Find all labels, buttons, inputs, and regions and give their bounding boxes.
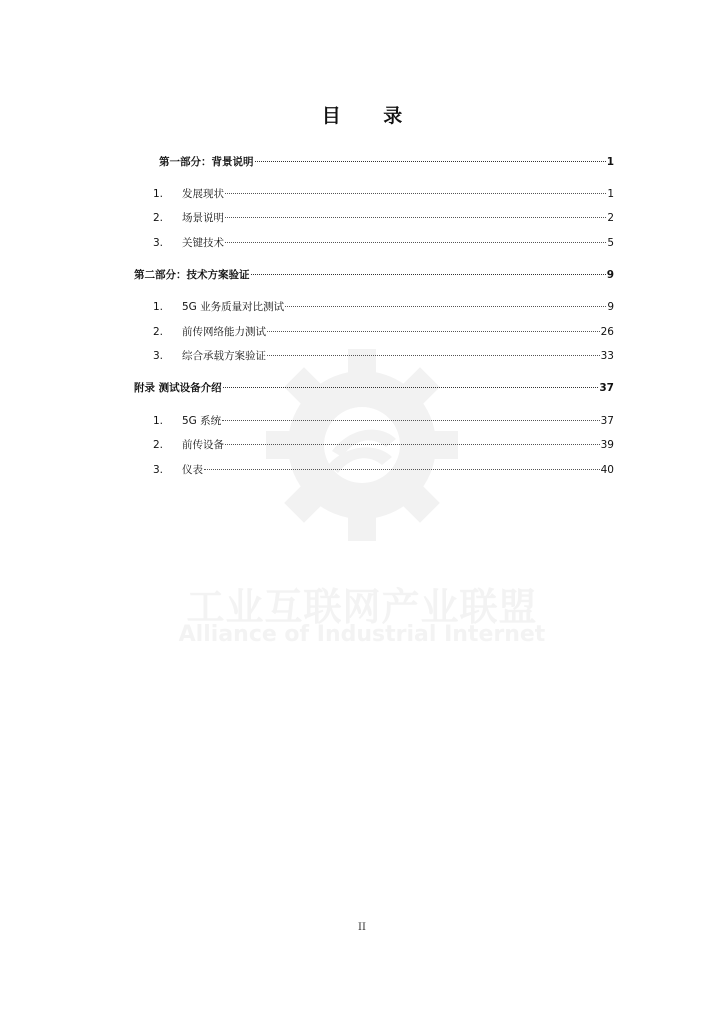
dot-leader [222,420,599,421]
toc-entry-title: 综合承载方案验证 [182,350,266,362]
toc-entry[interactable] [153,349,614,363]
toc-entry-page: 40 [600,464,614,476]
toc-entry-number: 2. [153,326,164,338]
toc-entry-title: 5G 业务质量对比测试 [182,301,285,313]
toc-entry-title: 发展现状 [182,188,224,200]
page-number: II [358,922,366,933]
toc-entry-title: 场景说明 [182,212,224,224]
toc-entry-number: 3. [153,350,164,362]
toc-entry-appendix[interactable] [134,381,614,395]
toc-entry-title: 第二部分：技术方案验证 [134,269,250,281]
toc-entry[interactable] [153,211,614,225]
toc-entry-page: 26 [600,326,614,338]
dot-leader [225,444,600,445]
toc-entry-page: 37 [600,415,614,427]
dot-leader [225,193,606,194]
toc-entry-page: 2 [607,212,614,224]
toc-entry-title: 仪表 [182,464,203,476]
toc-entry[interactable] [153,236,614,250]
toc-entry-number: 2. [153,212,164,224]
toc-entry-page: 39 [600,439,614,451]
toc-entry-title: 前传网络能力测试 [182,326,266,338]
toc-entry-page: 33 [600,350,614,362]
toc-entry-page: 9 [606,269,614,281]
toc-entry[interactable] [153,325,614,339]
toc-entry-page: 1 [606,156,614,168]
watermark-english-text: Alliance of Industrial Internet [178,622,546,647]
toc-entry-title: 附录 测试设备介绍 [134,382,222,394]
toc-entry-number: 1. [153,188,164,200]
dot-leader [285,306,606,307]
toc-entry-page: 9 [607,301,614,313]
dot-leader [267,331,600,332]
toc-entry-number: 3. [153,237,164,249]
toc-entry-title: 第一部分：背景说明 [159,156,254,168]
toc-entry[interactable] [153,187,614,201]
toc-entry-part-2[interactable] [134,268,614,282]
page-title: 目 录 [321,105,421,127]
toc-entry[interactable] [153,438,614,452]
toc-entry-title: 关键技术 [182,237,224,249]
toc-entry-number: 2. [153,439,164,451]
toc-entry-page: 1 [607,188,614,200]
toc-entry-part-1[interactable] [159,155,614,169]
toc-entry[interactable] [153,463,614,477]
toc-entry-page: 5 [607,237,614,249]
toc-entry-page: 37 [599,382,614,394]
toc-entry-title: 5G 系统 [182,415,222,427]
toc-entry-number: 1. [153,301,164,313]
toc-entry[interactable] [153,414,614,428]
toc-entry[interactable] [153,300,614,314]
watermark-chinese-text: 工业互联网产业联盟 [186,585,538,629]
dot-leader [255,161,606,162]
dot-leader [223,387,599,388]
toc-entry-number: 3. [153,464,164,476]
dot-leader [225,217,606,218]
dot-leader [225,242,606,243]
toc-entry-title: 前传设备 [182,439,224,451]
dot-leader [204,469,600,470]
dot-leader [251,274,606,275]
toc-entry-number: 1. [153,415,164,427]
dot-leader [267,355,600,356]
